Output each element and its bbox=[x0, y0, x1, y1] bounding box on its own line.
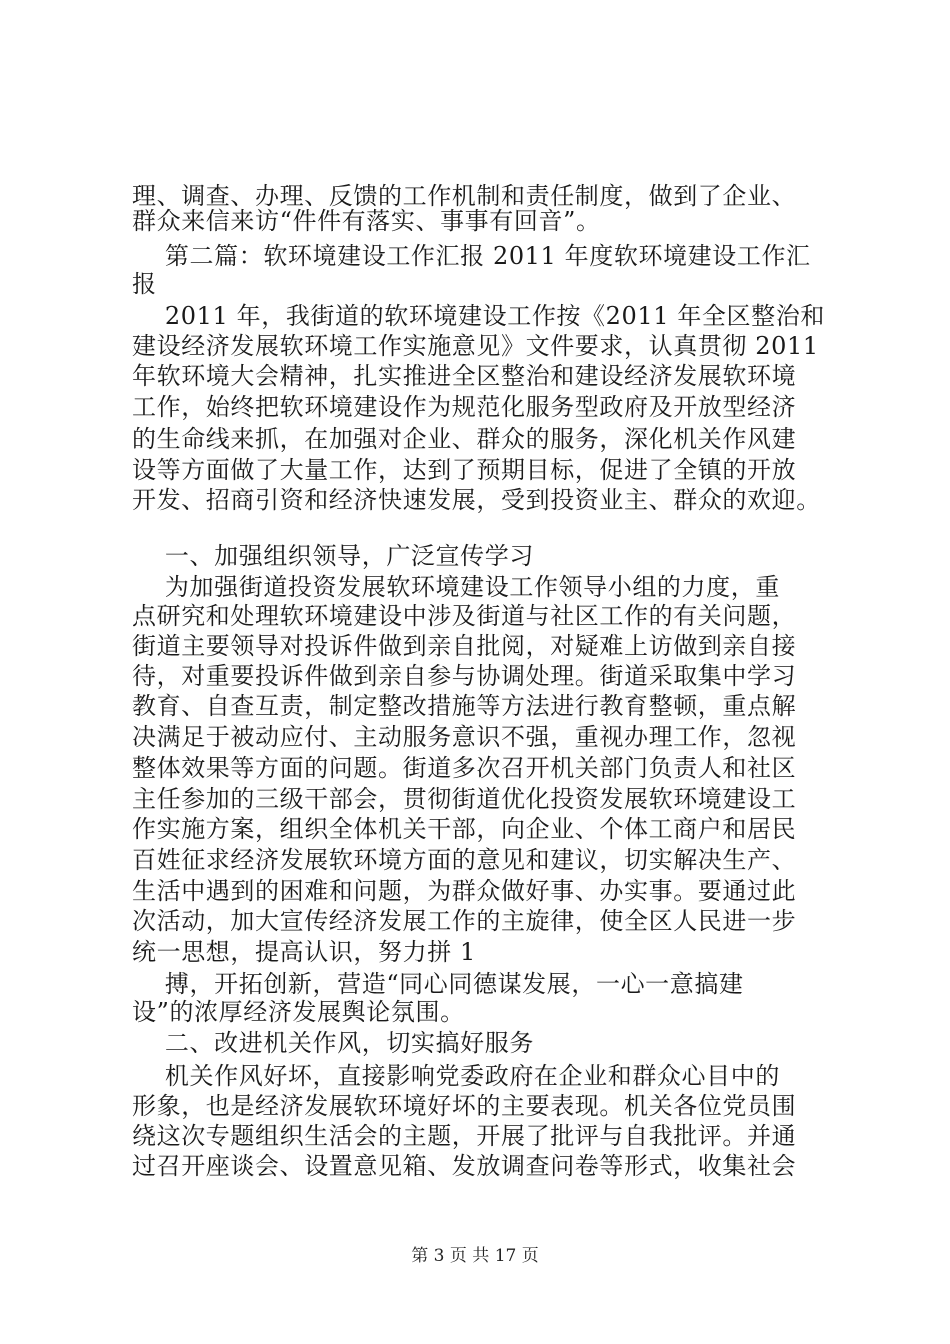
text-line: 点研究和处理软环境建设中涉及街道与社区工作的有关问题， bbox=[132, 602, 797, 630]
text-line: 百姓征求经济发展软环境方面的意见和建议，切实解决生产、 bbox=[132, 846, 797, 874]
text-line: 理、调查、办理、反馈的工作机制和责任制度，做到了企业、 bbox=[132, 182, 797, 210]
text-line: 2011 年，我街道的软环境建设工作按《2011 年全区整治和 bbox=[132, 302, 825, 330]
text-line: 街道主要领导对投诉件做到亲自批阅，对疑难上访做到亲自接 bbox=[132, 632, 797, 660]
section-heading: 报 bbox=[132, 270, 157, 298]
text-line: 设”的浓厚经济发展舆论氛围。 bbox=[132, 998, 465, 1026]
text-line: 机关作风好坏，直接影响党委政府在企业和群众心目中的 bbox=[132, 1062, 780, 1090]
text-line: 次活动，加大宣传经济发展工作的主旋律，使全区人民进一步 bbox=[132, 907, 797, 935]
text-line: 开发、招商引资和经济快速发展，受到投资业主、群众的欢迎。 bbox=[132, 486, 821, 514]
text-line: 教育、自查互责，制定整改措施等方法进行教育整顿，重点解 bbox=[132, 692, 797, 720]
text-line: 统一思想，提高认识，努力拼 1 bbox=[132, 938, 476, 966]
text-line: 设等方面做了大量工作，达到了预期目标，促进了全镇的开放 bbox=[132, 456, 797, 484]
text-line: 群众来信来访“件件有落实、事事有回音”。 bbox=[132, 207, 601, 235]
text-line: 的生命线来抓，在加强对企业、群众的服务，深化机关作风建 bbox=[132, 425, 797, 453]
text-line: 整体效果等方面的问题。街道多次召开机关部门负责人和社区 bbox=[132, 754, 797, 782]
text-line: 为加强街道投资发展软环境建设工作领导小组的力度，重 bbox=[132, 573, 780, 601]
text-line: 过召开座谈会、设置意见箱、发放调查问卷等形式，收集社会 bbox=[132, 1152, 797, 1180]
text-line: 待，对重要投诉件做到亲自参与协调处理。街道采取集中学习 bbox=[132, 662, 797, 690]
section-heading: 二、改进机关作风，切实搞好服务 bbox=[132, 1029, 534, 1057]
text-line: 作实施方案，组织全体机关干部，向企业、个体工商户和居民 bbox=[132, 815, 797, 843]
text-line: 生活中遇到的困难和问题，为群众做好事、办实事。要通过此 bbox=[132, 877, 797, 905]
text-line: 决满足于被动应付、主动服务意识不强，重视办理工作，忽视 bbox=[132, 723, 797, 751]
text-line: 建设经济发展软环境工作实施意见》文件要求，认真贯彻 2011 bbox=[132, 332, 819, 360]
text-line: 绕这次专题组织生活会的主题，开展了批评与自我批评。并通 bbox=[132, 1122, 797, 1150]
section-heading: 一、加强组织领导，广泛宣传学习 bbox=[132, 542, 534, 570]
text-line: 搏，开拓创新，营造“同心同德谋发展，一心一意搞建 bbox=[132, 970, 744, 998]
text-line: 主任参加的三级干部会，贯彻街道优化投资发展软环境建设工 bbox=[132, 785, 797, 813]
text-line: 工作，始终把软环境建设作为规范化服务型政府及开放型经济 bbox=[132, 393, 797, 421]
section-heading: 第二篇：软环境建设工作汇报 2011 年度软环境建设工作汇 bbox=[132, 242, 811, 270]
text-line: 形象，也是经济发展软环境好坏的主要表现。机关各位党员围 bbox=[132, 1092, 797, 1120]
page-number-footer: 第 3 页 共 17 页 bbox=[411, 1246, 539, 1266]
text-line: 年软环境大会精神，扎实推进全区整治和建设经济发展软环境 bbox=[132, 362, 797, 390]
